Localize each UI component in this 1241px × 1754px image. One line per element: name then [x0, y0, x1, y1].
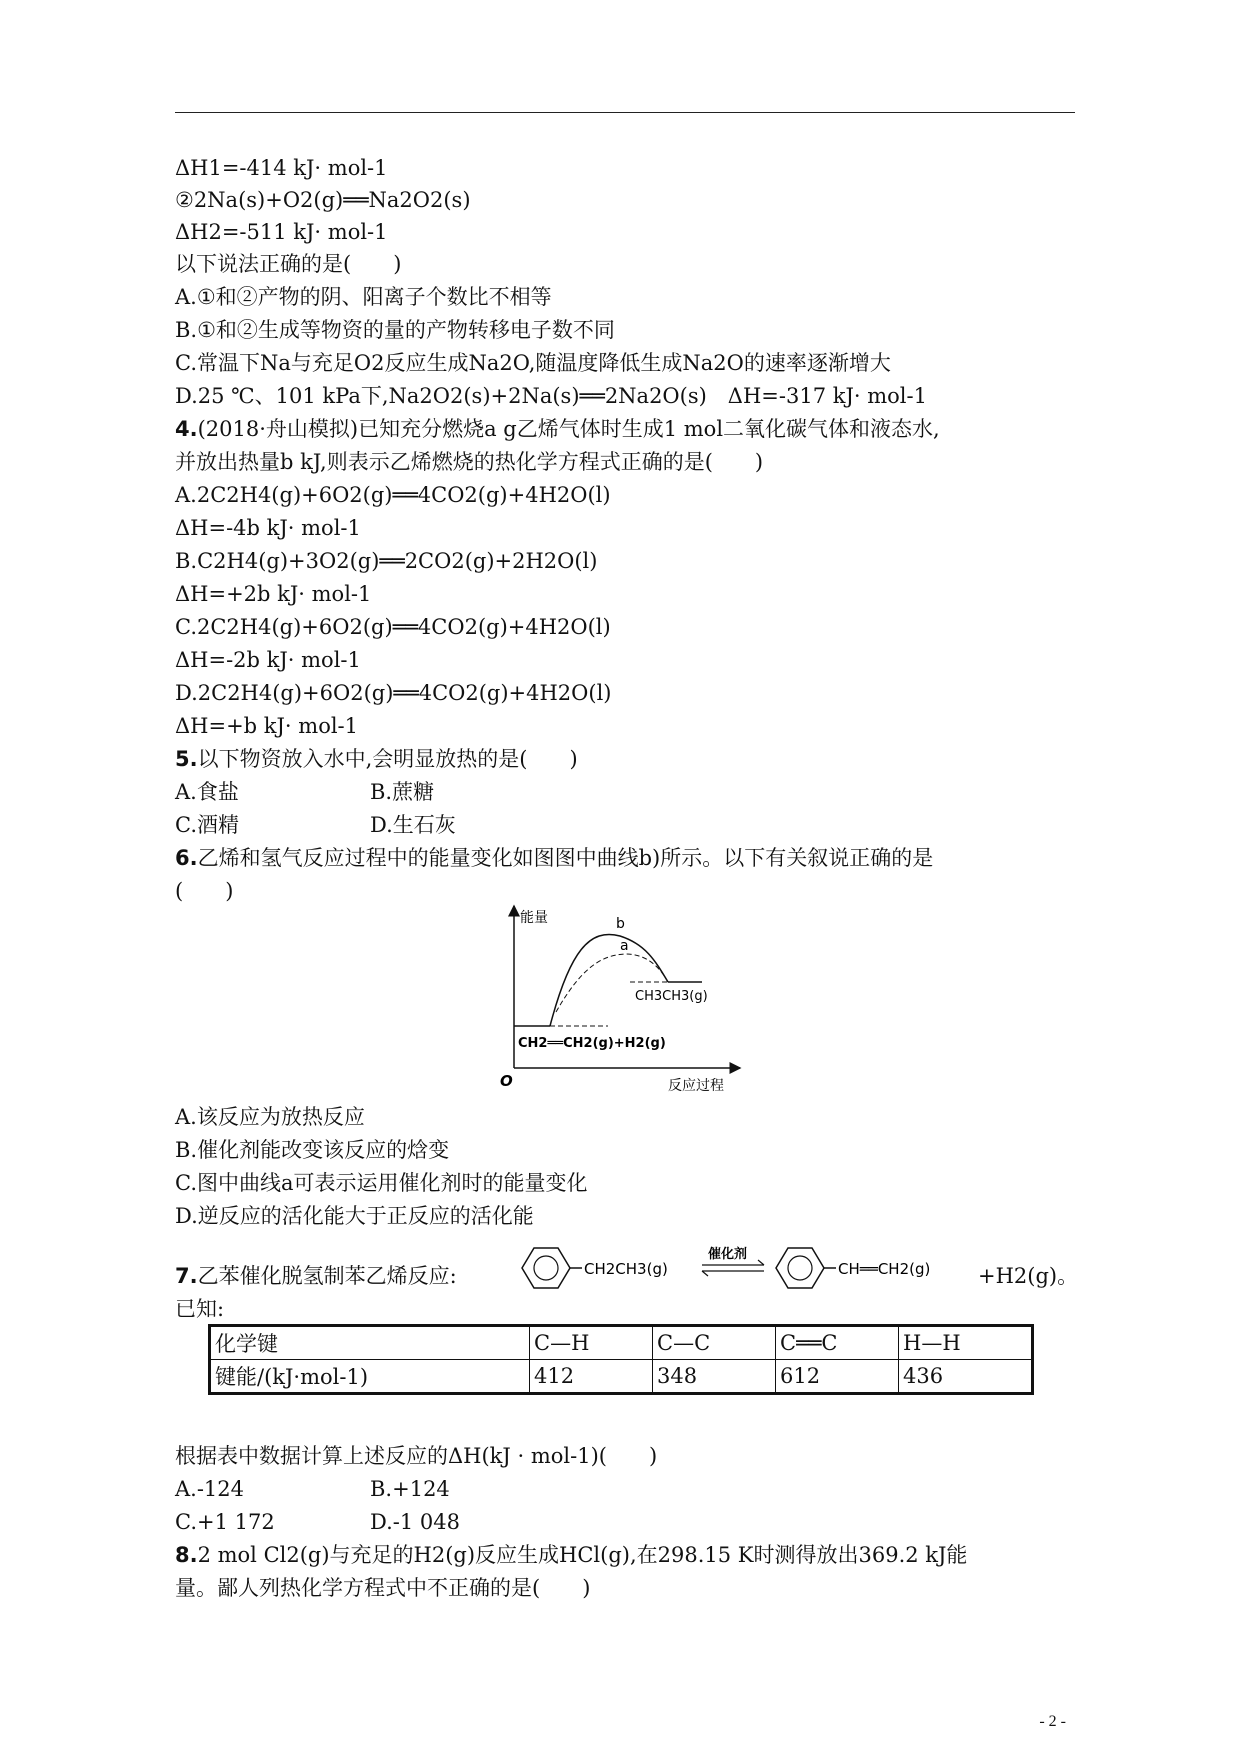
question-4-stem [175, 415, 940, 443]
curve-b-label: b [616, 916, 625, 932]
catalyst-label: 催化剂 [708, 1247, 748, 1262]
q4-option-b-equation: B.C2H4(g)+3O2(g)══2CO2(g)+2H2O(l) [175, 549, 598, 573]
question-6-stem-cont: ( ) [175, 879, 234, 903]
q4-option-c-equation: C.2C2H4(g)+6O2(g)══4CO2(g)+4H2O(l) [175, 615, 611, 639]
q4-option-a-enthalpy: ΔH=-4b kJ· mol-1 [175, 516, 361, 540]
question-prompt: 以下说法正确的是( ) [175, 252, 402, 276]
stem-text: 乙烯和氢气反应过程中的能量变化如图图中曲线b)所示。以下有关叙说正确的是 [197, 846, 934, 870]
q6-option-c: C.图中曲线a可表示运用催化剂时的能量变化 [175, 1171, 588, 1195]
y-axis-label: 能量 [520, 910, 548, 926]
x-axis-label: 反应过程 [668, 1078, 724, 1094]
table-cell: H—H [899, 1326, 1033, 1360]
page-number: - 2 - [1039, 1713, 1066, 1730]
q4-option-d-equation: D.2C2H4(g)+6O2(g)══4CO2(g)+4H2O(l) [175, 681, 612, 705]
origin-label: O [500, 1072, 513, 1090]
stem-text: 2 mol Cl2(g)与充足的H2(g)反应生成HCl(g),在298.15 K时测得放出369.2 kJ能 [197, 1543, 968, 1567]
product-chain: CH══CH2(g) [838, 1260, 931, 1278]
option-d: D.25 ℃、101 kPa下,Na2O2(s)+2Na(s)══2Na2O(s) ΔH=-317 kJ· mol-1 [175, 384, 927, 408]
table-row [210, 1360, 1033, 1394]
text-line: ②2Na(s)+O2(g)══Na2O2(s) [175, 188, 471, 212]
benzene-ring-reactant [522, 1248, 570, 1288]
q6-option-a: A.该反应为放热反应 [175, 1105, 365, 1129]
table-cell: 348 [653, 1360, 776, 1394]
q7-option-b: B.+124 [370, 1477, 450, 1501]
q7-option-a: A.-124 [175, 1477, 245, 1501]
question-4-stem-cont: 并放出热量b kJ,则表示乙烯燃烧的热化学方程式正确的是( ) [175, 450, 764, 474]
table-header-row [210, 1326, 1033, 1360]
q4-option-d-enthalpy: ΔH=+b kJ· mol-1 [175, 714, 359, 738]
question-8-stem-cont: 量。鄙人列热化学方程式中不正确的是( ) [175, 1576, 591, 1600]
option-a: A.①和②产物的阴、阳离子个数比不相等 [175, 285, 552, 309]
table-cell: 键能/(kJ·mol-1) [210, 1360, 530, 1394]
reactant-label: CH2══CH2(g)+H2(g) [518, 1036, 666, 1051]
reaction-scheme [512, 1238, 972, 1298]
reaction-tail: +H2(g)。 [978, 1264, 1079, 1288]
energy-diagram [490, 900, 750, 1100]
stem-text: 以下物资放入水中,会明显放热的是( ) [197, 747, 578, 771]
text-line: ΔH1=-414 kJ· mol-1 [175, 156, 388, 180]
question-5-stem [175, 745, 578, 773]
q6-option-b: B.催化剂能改变该反应的焓变 [175, 1138, 450, 1162]
header-rule [175, 112, 1075, 113]
table-cell: C—H [530, 1326, 653, 1360]
table-cell: 412 [530, 1360, 653, 1394]
table-cell: C—C [653, 1326, 776, 1360]
q5-option-b: B.蔗糖 [370, 780, 435, 804]
stem-text: 乙苯催化脱氢制苯乙烯反应: [197, 1264, 457, 1288]
benzene-ring-product [776, 1248, 824, 1288]
table-cell: 化学键 [210, 1326, 530, 1360]
reactant-chain: CH2CH3(g) [584, 1260, 668, 1278]
q7-option-d: D.-1 048 [370, 1510, 460, 1534]
question-number: 7. [175, 1264, 198, 1288]
q4-option-a-equation: A.2C2H4(g)+6O2(g)══4CO2(g)+4H2O(l) [175, 483, 611, 507]
question-number: 4. [175, 417, 198, 441]
known-label: 已知: [175, 1297, 225, 1321]
q4-option-c-enthalpy: ΔH=-2b kJ· mol-1 [175, 648, 361, 672]
question-7-stem [175, 1262, 457, 1290]
option-b: B.①和②生成等物资的量的产物转移电子数不同 [175, 318, 615, 342]
product-label: CH3CH3(g) [635, 989, 708, 1004]
stem-text: (2018·舟山模拟)已知充分燃烧a g乙烯气体时生成1 mol二氧化碳气体和液态水, [197, 417, 940, 441]
q7-ask: 根据表中数据计算上述反应的ΔH(kJ · mol-1)( ) [175, 1444, 658, 1468]
bond-energy-table [208, 1324, 1034, 1395]
curve-a-label: a [620, 938, 629, 954]
question-number: 5. [175, 747, 198, 771]
q7-option-c: C.+1 172 [175, 1510, 275, 1534]
curve-b [550, 934, 668, 1026]
table-cell: 612 [776, 1360, 899, 1394]
question-number: 6. [175, 846, 198, 870]
q4-option-b-enthalpy: ΔH=+2b kJ· mol-1 [175, 582, 372, 606]
table-cell: C══C [776, 1326, 899, 1360]
question-8-stem [175, 1541, 967, 1569]
q5-option-c: C.酒精 [175, 813, 239, 837]
q6-option-d: D.逆反应的活化能大于正反应的活化能 [175, 1204, 534, 1228]
question-number: 8. [175, 1543, 198, 1567]
text-line: ΔH2=-511 kJ· mol-1 [175, 220, 388, 244]
q5-option-d: D.生石灰 [370, 813, 456, 837]
option-c: C.常温下Na与充足O2反应生成Na2O,随温度降低生成Na2O的速率逐渐增大 [175, 351, 891, 375]
q5-option-a: A.食盐 [175, 780, 239, 804]
table-cell: 436 [899, 1360, 1033, 1394]
question-6-stem [175, 844, 933, 872]
